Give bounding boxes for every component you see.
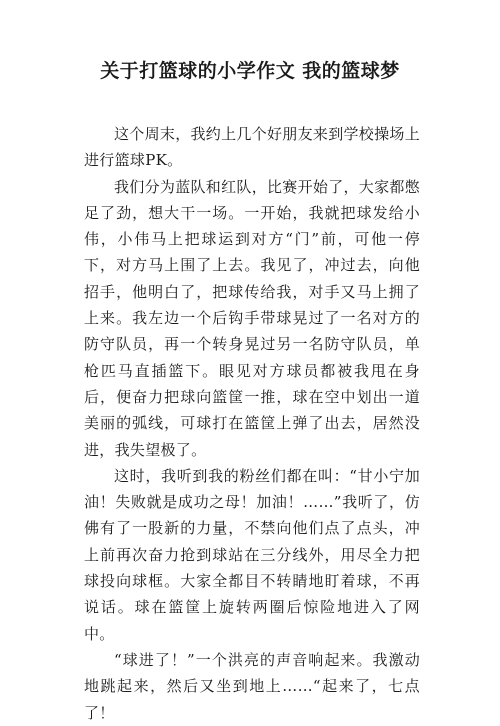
paragraph-1: 这个周末，我约上几个好朋友来到学校操场上进行篮球PK。 [84,125,421,170]
paragraph-4: “球进了！”一个洪亮的声音响起来。我激动地跳起来，然后又坐到地上……“起来了，七点了！ [84,650,420,722]
document-title: 关于打篮球的小学作文 我的篮球梦 [100,60,400,82]
paragraph-3: 这时，我听到我的粉丝们都在叫：“甘小宁加油！失败就是成功之母！加油！……”我听了，仿佛有了一股新的力量，不禁向他们点了点头，冲上前再次奋力抢到球站在三分线外，用尽全力把球投向球框。大家全都目不转睛地盯着球，不再说话。球在篮筐上旋转两圈后惊险地进入了网中。 [84,466,420,643]
paragraph-2: 我们分为蓝队和红队，比赛开始了，大家都憋足了劲，想大干一场。一开始，我就把球发给小伟，小伟马上把球运到对方“门”前，可他一停下，对方马上围了上去。我见了，冲过去，向他招手，他明白了，把球传给我，对手又马上拥了上来。我左边一个后钩手带球晃过了一名对方的防守队员，再一个转身晃过另一名防守队员，单枪匹马直插篮下。眼见对方球员都被我甩在身后，便奋力把球向篮筐一推，球在空中划出一道美丽的弧线，可球打在篮筐上弹了出去，居然没进，我失望极了。 [84,177,421,459]
document-body [84,121,420,726]
